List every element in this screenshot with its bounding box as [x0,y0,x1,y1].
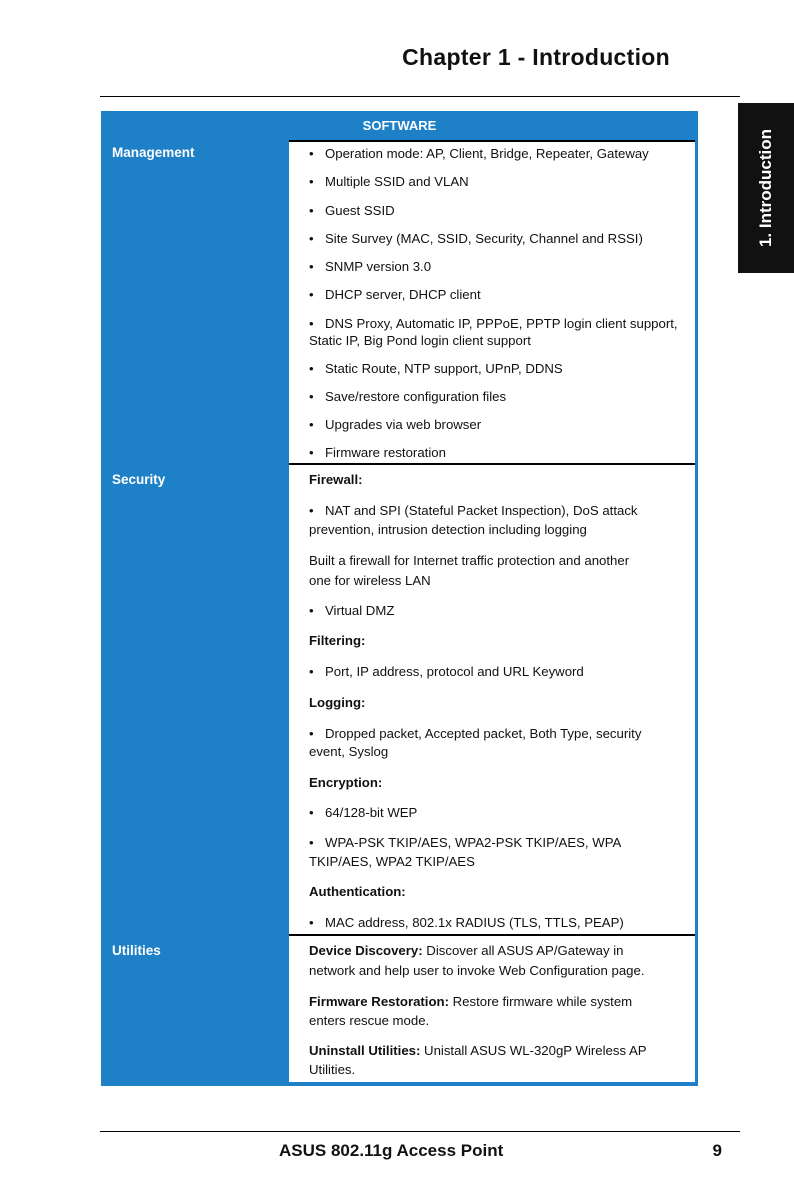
side-tab-label: 1. Introduction [756,128,775,248]
list-item-continuation: TKIP/AES, WPA2 TKIP/AES [309,854,475,869]
security-cell [289,463,695,934]
chapter-side-tab [738,103,794,273]
paragraph-continuation: one for wireless LAN [309,573,431,588]
list-item: • Operation mode: AP, Client, Bridge, Repeater, Gateway [309,146,649,161]
list-item: • Guest SSID [309,203,395,218]
uninstall-utilities-text: Uninstall Utilities: Unistall ASUS WL-320gP Wireless AP [309,1043,647,1058]
category-security: Security [112,472,166,487]
utilities-cell [289,934,695,1082]
authentication-heading: Authentication: [309,884,406,899]
uninstall-utilities-continuation: Utilities. [309,1062,356,1077]
encryption-heading: Encryption: [309,775,383,790]
list-item: • DNS Proxy, Automatic IP, PPPoE, PPTP login client support, [309,316,678,331]
list-item-continuation: prevention, intrusion detection including logging [309,522,587,537]
list-item: • Port, IP address, protocol and URL Keyword [309,664,584,679]
list-item: • Site Survey (MAC, SSID, Security, Channel and RSSI) [309,231,643,246]
list-item: • DHCP server, DHCP client [309,287,481,302]
list-item: • Multiple SSID and VLAN [309,174,469,189]
page-number: 9 [712,1141,722,1160]
firmware-restoration-continuation: enters rescue mode. [309,1013,430,1028]
device-discovery-continuation: network and help user to invoke Web Configuration page. [309,963,645,978]
logging-heading: Logging: [309,695,366,710]
software-spec-table [101,111,698,1086]
list-item: • Static Route, NTP support, UPnP, DDNS [309,361,563,376]
category-management: Management [112,145,195,160]
firewall-heading: Firewall: [309,472,363,487]
category-utilities: Utilities [112,943,161,958]
list-item: • Save/restore configuration files [309,389,507,404]
list-item: • SNMP version 3.0 [309,259,432,274]
page-title: Chapter 1 - Introduction [402,44,670,70]
list-item: • Upgrades via web browser [309,417,482,432]
list-item: • NAT and SPI (Stateful Packet Inspection), DoS attack [309,503,638,518]
list-item: • MAC address, 802.1x RADIUS (TLS, TTLS, PEAP) [309,915,624,930]
firmware-restoration-text: Firmware Restoration: Restore firmware while system [309,994,633,1009]
list-item: • WPA-PSK TKIP/AES, WPA2-PSK TKIP/AES, WPA [309,835,622,850]
list-item: • 64/128-bit WEP [309,805,418,820]
list-item: • Dropped packet, Accepted packet, Both Type, security [309,726,642,741]
paragraph: Built a firewall for Internet traffic protection and another [309,553,630,568]
filtering-heading: Filtering: [309,633,366,648]
list-item: • Firmware restoration [309,445,446,460]
device-discovery-text: Device Discovery: Discover all ASUS AP/Gateway in [309,943,624,958]
list-item-continuation: Static IP, Big Pond login client support [309,333,531,348]
management-cell [289,140,695,465]
header-rule [100,96,740,97]
list-item: • Virtual DMZ [309,603,395,618]
table-header: SOFTWARE [362,118,437,133]
footer-rule [100,1131,740,1132]
footer-title: ASUS 802.11g Access Point [279,1141,504,1160]
list-item-continuation: event, Syslog [309,744,389,759]
